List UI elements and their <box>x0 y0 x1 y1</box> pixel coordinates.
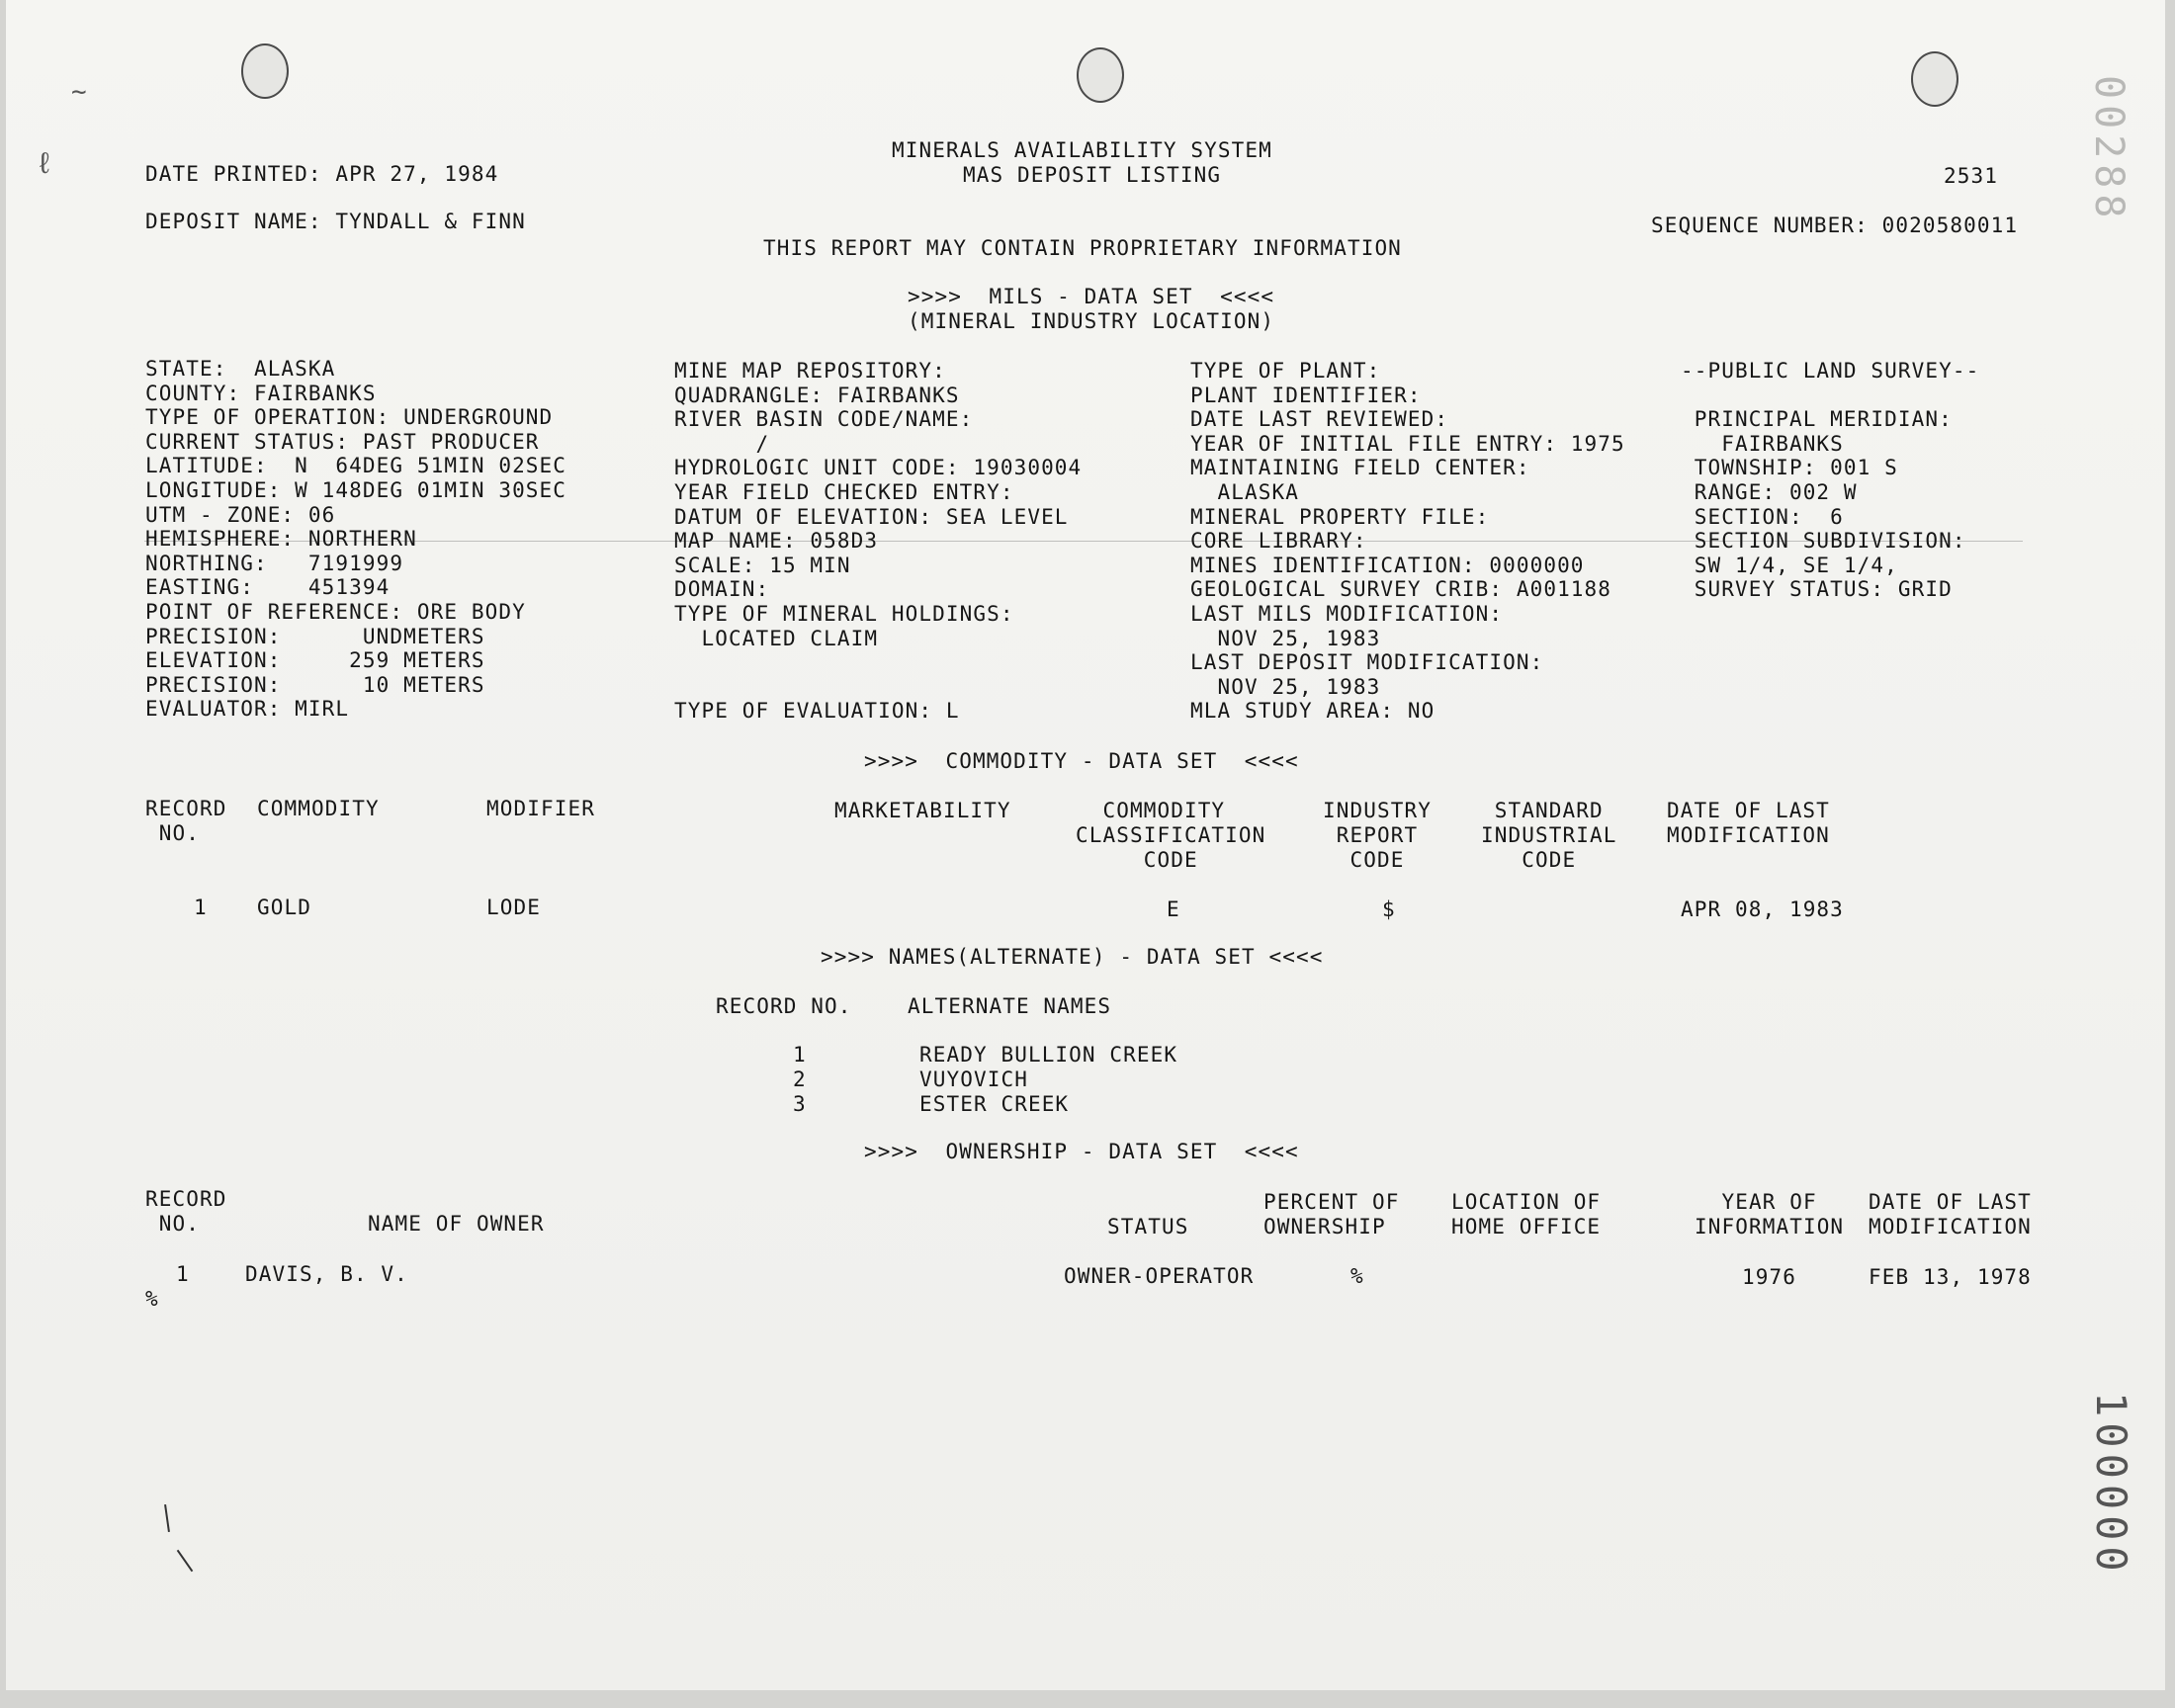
end-of-record-marker: % <box>145 1287 159 1311</box>
ownership-record-no: 1 <box>176 1262 190 1286</box>
mils-field: MAP NAME: 058D3 <box>674 529 879 554</box>
alternate-name: READY BULLION CREEK <box>919 1043 1178 1067</box>
mils-field: LONGITUDE: W 148DEG 01MIN 30SEC <box>145 478 567 502</box>
pen-mark-left: ℓ <box>36 146 54 181</box>
commodity-header-commodity: COMMODITY <box>257 797 380 820</box>
names-record-no: 3 <box>793 1092 807 1116</box>
mils-field: ELEVATION: 259 METERS <box>145 648 485 673</box>
margin-stamp-faint: 00288 <box>2086 75 2132 224</box>
ownership-header-owner: NAME OF OWNER <box>368 1212 545 1236</box>
mils-field: COUNTY: FAIRBANKS <box>145 381 377 405</box>
sequence-number: SEQUENCE NUMBER: 0020580011 <box>1651 214 2019 237</box>
mils-field: ALASKA <box>1190 480 1299 504</box>
mils-field: YEAR FIELD CHECKED ENTRY: <box>674 480 1014 504</box>
mils-field: MAINTAINING FIELD CENTER: <box>1190 456 1530 480</box>
mils-field: --PUBLIC LAND SURVEY-- <box>1681 359 1980 383</box>
mils-field: PRINCIPAL MERIDIAN: <box>1681 407 1953 432</box>
mils-field: NOV 25, 1983 <box>1190 674 1381 699</box>
mils-section-subtitle: (MINERAL INDUSTRY LOCATION) <box>908 309 1275 333</box>
ownership-header-record: RECORD NO. <box>145 1187 227 1236</box>
commodity-classification-code: E <box>1167 897 1180 921</box>
ownership-section-title: >>>> OWNERSHIP - DATA SET <<<< <box>864 1140 1299 1163</box>
commodity-header-date-mod: DATE OF LAST MODIFICATION <box>1667 799 1830 847</box>
mils-field: EVALUATOR: MIRL <box>145 697 350 722</box>
mils-field: SECTION SUBDIVISION: <box>1681 529 1966 554</box>
mils-field: MINE MAP REPOSITORY: <box>674 359 946 383</box>
commodity-header-modifier: MODIFIER <box>486 797 595 820</box>
commodity-record-no: 1 <box>194 896 208 919</box>
mils-field: YEAR OF INITIAL FILE ENTRY: 1975 <box>1190 431 1625 456</box>
mils-field: RIVER BASIN CODE/NAME: <box>674 407 974 432</box>
owner-info-year: 1976 <box>1742 1265 1796 1289</box>
ownership-header-status: STATUS <box>1107 1215 1189 1238</box>
mils-field: SW 1/4, SE 1/4, <box>1681 553 1898 577</box>
mils-field: SURVEY STATUS: GRID <box>1681 577 1953 602</box>
mils-field: TYPE OF MINERAL HOLDINGS: <box>674 602 1014 626</box>
mils-field: CURRENT STATUS: PAST PRODUCER <box>145 429 540 454</box>
ownership-header-percent: PERCENT OF OWNERSHIP <box>1263 1190 1400 1238</box>
mils-field: LAST DEPOSIT MODIFICATION: <box>1190 650 1544 675</box>
commodity-date-mod: APR 08, 1983 <box>1681 897 1844 921</box>
mils-field: UTM - ZONE: 06 <box>145 502 336 527</box>
document-page <box>6 0 2165 1690</box>
system-title: MINERALS AVAILABILITY SYSTEM <box>892 138 1272 162</box>
date-printed: DATE PRINTED: APR 27, 1984 <box>145 162 499 186</box>
commodity-header-classification: COMMODITY CLASSIFICATION CODE <box>1076 799 1266 872</box>
mils-field: LOCATED CLAIM <box>674 626 879 650</box>
owner-status: OWNER-OPERATOR <box>1064 1264 1255 1288</box>
mils-field: DATE LAST REVIEWED: <box>1190 407 1449 432</box>
mils-field: EASTING: 451394 <box>145 575 391 600</box>
mils-field: HEMISPHERE: NORTHERN <box>145 527 417 552</box>
mils-field: SECTION: 6 <box>1681 504 1844 529</box>
listing-title: MAS DEPOSIT LISTING <box>963 163 1222 187</box>
mils-field: / <box>674 431 770 456</box>
commodity-header-industry: INDUSTRY REPORT CODE <box>1323 799 1432 872</box>
mils-field: PRECISION: UNDMETERS <box>145 624 485 648</box>
commodity-header-record: RECORD NO. <box>145 797 227 845</box>
punch-hole-right <box>1911 51 1958 107</box>
mils-field: NOV 25, 1983 <box>1190 626 1381 650</box>
mils-field: TYPE OF OPERATION: UNDERGROUND <box>145 405 554 430</box>
punch-hole-left <box>241 43 289 99</box>
commodity-header-sic: STANDARD INDUSTRIAL CODE <box>1481 799 1617 872</box>
pen-tick-2 <box>177 1550 194 1572</box>
commodity-section-title: >>>> COMMODITY - DATA SET <<<< <box>864 749 1299 773</box>
mils-field: QUADRANGLE: FAIRBANKS <box>674 383 960 407</box>
mils-field: TOWNSHIP: 001 S <box>1681 456 1898 480</box>
alternate-name: VUYOVICH <box>919 1068 1028 1091</box>
commodity-header-marketability: MARKETABILITY <box>834 799 1011 822</box>
proprietary-notice: THIS REPORT MAY CONTAIN PROPRIETARY INFORMATION <box>763 236 1402 260</box>
mils-field: RANGE: 002 W <box>1681 480 1858 504</box>
ownership-header-date-mod: DATE OF LAST MODIFICATION <box>1869 1190 2032 1238</box>
mils-section-title: >>>> MILS - DATA SET <<<< <box>908 285 1275 308</box>
ownership-header-year: YEAR OF INFORMATION <box>1695 1190 1845 1238</box>
deposit-name: DEPOSIT NAME: TYNDALL & FINN <box>145 210 526 233</box>
mils-field: MLA STUDY AREA: NO <box>1190 699 1436 724</box>
mils-field: POINT OF REFERENCE: ORE BODY <box>145 600 526 624</box>
mils-field: TYPE OF EVALUATION: L <box>674 699 960 724</box>
commodity-industry-code: $ <box>1382 897 1396 921</box>
mils-field: PLANT IDENTIFIER: <box>1190 383 1422 407</box>
ownership-header-location: LOCATION OF HOME OFFICE <box>1451 1190 1602 1238</box>
names-header-record: RECORD NO. <box>716 994 852 1018</box>
mils-field: FAIRBANKS <box>1681 431 1844 456</box>
names-header-names: ALTERNATE NAMES <box>908 994 1112 1018</box>
mils-field: DATUM OF ELEVATION: SEA LEVEL <box>674 504 1069 529</box>
mils-field: LATITUDE: N 64DEG 51MIN 02SEC <box>145 454 567 478</box>
mils-field: LAST MILS MODIFICATION: <box>1190 602 1504 626</box>
mils-field: MINERAL PROPERTY FILE: <box>1190 504 1490 529</box>
mils-field: STATE: ALASKA <box>145 357 336 381</box>
commodity-name: GOLD <box>257 896 311 919</box>
mils-field: DOMAIN: <box>674 577 770 602</box>
names-section-title: >>>> NAMES(ALTERNATE) - DATA SET <<<< <box>821 945 1324 969</box>
mils-field: NORTHING: 7191999 <box>145 551 404 575</box>
mils-field: PRECISION: 10 METERS <box>145 672 485 697</box>
mils-field: SCALE: 15 MIN <box>674 553 851 577</box>
mils-field: MINES IDENTIFICATION: 0000000 <box>1190 553 1585 577</box>
margin-stamp-number: 100000 <box>2087 1392 2135 1578</box>
commodity-modifier: LODE <box>486 896 541 919</box>
names-record-no: 1 <box>793 1043 807 1067</box>
pen-mark-top: ~ <box>71 77 87 107</box>
mils-field: GEOLOGICAL SURVEY CRIB: A001188 <box>1190 577 1612 602</box>
mils-field: HYDROLOGIC UNIT CODE: 19030004 <box>674 456 1083 480</box>
owner-date-mod: FEB 13, 1978 <box>1869 1265 2032 1289</box>
owner-percent: % <box>1350 1264 1364 1288</box>
page-number: 2531 <box>1944 164 1998 188</box>
owner-name: DAVIS, B. V. <box>245 1262 408 1286</box>
punch-hole-center <box>1077 47 1124 103</box>
pen-tick-1 <box>164 1504 170 1532</box>
mils-field: TYPE OF PLANT: <box>1190 359 1381 383</box>
names-record-no: 2 <box>793 1068 807 1091</box>
alternate-name: ESTER CREEK <box>919 1092 1070 1116</box>
mils-field: CORE LIBRARY: <box>1190 529 1367 554</box>
